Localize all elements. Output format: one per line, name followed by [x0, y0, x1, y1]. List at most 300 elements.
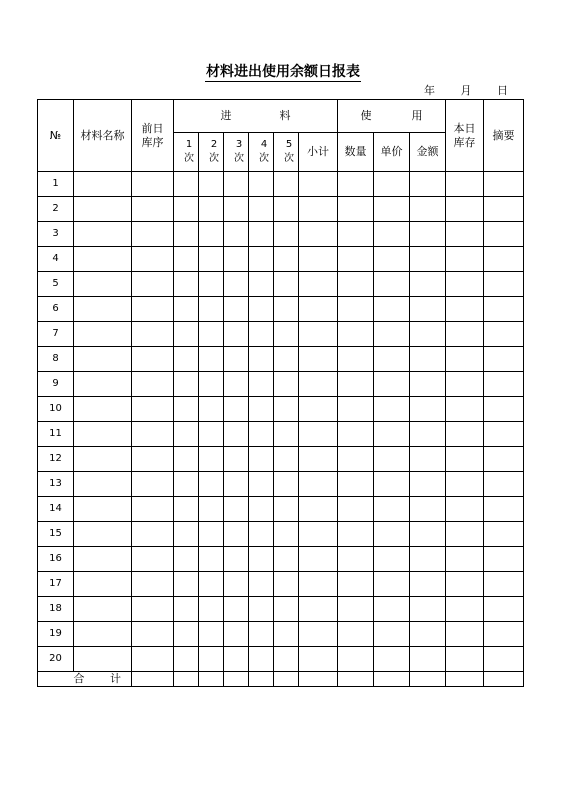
table-cell[interactable] [174, 497, 199, 522]
table-cell[interactable] [299, 647, 338, 672]
table-cell[interactable] [199, 172, 224, 197]
table-cell[interactable] [224, 597, 249, 622]
table-cell[interactable] [249, 447, 274, 472]
table-cell[interactable] [410, 372, 446, 397]
table-cell[interactable] [410, 397, 446, 422]
table-cell[interactable] [224, 372, 249, 397]
table-cell[interactable] [299, 322, 338, 347]
table-cell[interactable] [174, 572, 199, 597]
table-cell[interactable] [374, 197, 410, 222]
day-label: 日 [497, 84, 508, 97]
table-cell[interactable] [74, 247, 132, 272]
table-cell[interactable] [249, 322, 274, 347]
header-today-stock [446, 100, 484, 172]
table-cell[interactable] [174, 347, 199, 372]
header-no: № [38, 100, 74, 172]
table-cell[interactable] [446, 397, 484, 422]
table-cell[interactable] [410, 447, 446, 472]
table-cell[interactable] [446, 522, 484, 547]
table-cell[interactable] [410, 347, 446, 372]
table-cell[interactable] [338, 472, 374, 497]
table-cell[interactable] [199, 272, 224, 297]
table-cell[interactable] [224, 197, 249, 222]
table-cell[interactable] [132, 172, 174, 197]
table-cell[interactable] [338, 572, 374, 597]
row-number: 8 [38, 347, 74, 372]
table-cell[interactable] [338, 547, 374, 572]
table-cell[interactable] [338, 447, 374, 472]
table-cell[interactable] [484, 497, 524, 522]
table-cell[interactable] [74, 497, 132, 522]
table-cell[interactable] [446, 247, 484, 272]
table-cell[interactable] [299, 272, 338, 297]
table-cell[interactable] [249, 222, 274, 247]
total-cell[interactable] [299, 672, 338, 687]
table-cell[interactable] [174, 197, 199, 222]
table-cell[interactable] [299, 522, 338, 547]
table-cell[interactable] [74, 297, 132, 322]
table-cell[interactable] [299, 422, 338, 447]
table-cell[interactable] [132, 197, 174, 222]
time-2-number: 2 [210, 139, 218, 150]
table-cell[interactable] [199, 247, 224, 272]
table-cell[interactable] [74, 222, 132, 247]
table-cell[interactable] [410, 647, 446, 672]
table-cell[interactable] [132, 472, 174, 497]
table-cell[interactable] [274, 247, 299, 272]
table-cell[interactable] [274, 222, 299, 247]
table-cell[interactable] [174, 247, 199, 272]
table-cell[interactable] [374, 472, 410, 497]
table-cell[interactable] [484, 297, 524, 322]
table-cell[interactable] [174, 172, 199, 197]
table-cell[interactable] [446, 497, 484, 522]
table-cell[interactable] [299, 297, 338, 322]
table-cell[interactable] [338, 297, 374, 322]
total-cell[interactable] [374, 672, 410, 687]
table-cell[interactable] [174, 622, 199, 647]
total-cell[interactable] [338, 672, 374, 687]
table-cell[interactable] [274, 622, 299, 647]
table-cell[interactable] [132, 597, 174, 622]
table-cell[interactable] [338, 647, 374, 672]
table-cell[interactable] [484, 522, 524, 547]
table-cell[interactable] [174, 647, 199, 672]
table-cell[interactable] [410, 572, 446, 597]
table-cell[interactable] [374, 347, 410, 372]
total-cell[interactable] [224, 672, 249, 687]
table-cell[interactable] [249, 397, 274, 422]
table-cell[interactable] [199, 297, 224, 322]
row-number: 10 [38, 397, 74, 422]
table-cell[interactable] [74, 347, 132, 372]
table-cell[interactable] [174, 597, 199, 622]
table-cell[interactable] [410, 547, 446, 572]
time-2-unit: 次 [209, 153, 219, 164]
table-cell[interactable] [338, 272, 374, 297]
table-cell[interactable] [199, 622, 224, 647]
table-cell[interactable] [338, 197, 374, 222]
table-cell[interactable] [374, 222, 410, 247]
table-cell[interactable] [74, 372, 132, 397]
table-cell[interactable] [446, 172, 484, 197]
table-cell[interactable] [224, 622, 249, 647]
table-cell[interactable] [338, 422, 374, 447]
table-cell[interactable] [299, 397, 338, 422]
table-row [38, 472, 524, 497]
table-cell[interactable] [132, 297, 174, 322]
table-cell[interactable] [199, 647, 224, 672]
table-cell[interactable] [484, 472, 524, 497]
table-cell[interactable] [74, 397, 132, 422]
table-cell[interactable] [446, 297, 484, 322]
table-cell[interactable] [446, 647, 484, 672]
table-cell[interactable] [446, 422, 484, 447]
table-cell[interactable] [374, 372, 410, 397]
table-cell[interactable] [338, 372, 374, 397]
table-cell[interactable] [249, 522, 274, 547]
table-cell[interactable] [338, 247, 374, 272]
table-cell[interactable] [299, 197, 338, 222]
table-cell[interactable] [274, 497, 299, 522]
table-cell[interactable] [410, 197, 446, 222]
table-cell[interactable] [174, 222, 199, 247]
table-cell[interactable] [199, 447, 224, 472]
table-cell[interactable] [338, 172, 374, 197]
header-qty: 数量 [338, 133, 374, 172]
table-cell[interactable] [446, 572, 484, 597]
table-cell[interactable] [249, 647, 274, 672]
table-cell[interactable] [74, 572, 132, 597]
table-cell[interactable] [249, 472, 274, 497]
table-cell[interactable] [274, 447, 299, 472]
table-cell[interactable] [374, 597, 410, 622]
table-cell[interactable] [484, 247, 524, 272]
table-cell[interactable] [299, 347, 338, 372]
table-cell[interactable] [410, 172, 446, 197]
table-cell[interactable] [132, 347, 174, 372]
table-cell[interactable] [74, 322, 132, 347]
table-cell[interactable] [446, 272, 484, 297]
table-cell[interactable] [410, 322, 446, 347]
table-cell[interactable] [132, 397, 174, 422]
table-cell[interactable] [132, 622, 174, 647]
table-cell[interactable] [299, 622, 338, 647]
table-cell[interactable] [274, 472, 299, 497]
table-cell[interactable] [249, 297, 274, 322]
table-cell[interactable] [199, 497, 224, 522]
table-cell[interactable] [224, 647, 249, 672]
table-cell[interactable] [249, 497, 274, 522]
table-cell[interactable] [199, 472, 224, 497]
table-cell[interactable] [410, 247, 446, 272]
table-cell[interactable] [410, 622, 446, 647]
table-cell[interactable] [446, 622, 484, 647]
table-cell[interactable] [484, 397, 524, 422]
table-cell[interactable] [249, 172, 274, 197]
table-cell[interactable] [446, 547, 484, 572]
table-cell[interactable] [484, 647, 524, 672]
table-cell[interactable] [174, 447, 199, 472]
header-time-1 [174, 133, 199, 172]
table-cell[interactable] [224, 172, 249, 197]
time-3-number: 3 [235, 139, 243, 150]
table-cell[interactable] [484, 172, 524, 197]
table-cell[interactable] [374, 622, 410, 647]
total-cell[interactable] [484, 672, 524, 687]
table-cell[interactable] [174, 522, 199, 547]
table-cell[interactable] [249, 547, 274, 572]
row-number: 13 [38, 472, 74, 497]
table-cell[interactable] [274, 172, 299, 197]
table-cell[interactable] [338, 522, 374, 547]
table-cell[interactable] [132, 647, 174, 672]
table-cell[interactable] [224, 447, 249, 472]
table-cell[interactable] [374, 447, 410, 472]
time-1-number: 1 [185, 139, 193, 150]
table-cell[interactable] [74, 522, 132, 547]
table-cell[interactable] [410, 297, 446, 322]
table-cell[interactable] [199, 322, 224, 347]
header-usage-b: 用 [411, 109, 423, 122]
table-cell[interactable] [224, 347, 249, 372]
table-cell[interactable] [374, 272, 410, 297]
table-cell[interactable] [74, 472, 132, 497]
table-cell[interactable] [199, 572, 224, 597]
table-body [38, 172, 524, 672]
table-cell[interactable] [132, 222, 174, 247]
table-cell[interactable] [338, 497, 374, 522]
table-cell[interactable] [338, 222, 374, 247]
table-cell[interactable] [74, 547, 132, 572]
table-cell[interactable] [274, 522, 299, 547]
table-cell[interactable] [74, 197, 132, 222]
table-cell[interactable] [484, 347, 524, 372]
table-cell[interactable] [199, 222, 224, 247]
table-cell[interactable] [199, 597, 224, 622]
table-cell[interactable] [174, 372, 199, 397]
table-cell[interactable] [484, 447, 524, 472]
table-cell[interactable] [249, 372, 274, 397]
row-number: 4 [38, 247, 74, 272]
table-cell[interactable] [174, 397, 199, 422]
table-cell[interactable] [299, 597, 338, 622]
table-cell[interactable] [299, 497, 338, 522]
total-cell[interactable] [199, 672, 224, 687]
table-cell[interactable] [224, 422, 249, 447]
table-cell[interactable] [224, 272, 249, 297]
table-cell[interactable] [299, 547, 338, 572]
table-cell[interactable] [274, 347, 299, 372]
total-cell[interactable] [274, 672, 299, 687]
table-cell[interactable] [132, 372, 174, 397]
total-cell[interactable] [446, 672, 484, 687]
header-unit-price: 单价 [374, 133, 410, 172]
table-cell[interactable] [410, 522, 446, 547]
table-cell[interactable] [199, 547, 224, 572]
table-cell[interactable] [132, 272, 174, 297]
total-cell[interactable] [410, 672, 446, 687]
table-cell[interactable] [374, 172, 410, 197]
table-cell[interactable] [410, 422, 446, 447]
table-cell[interactable] [74, 172, 132, 197]
table-cell[interactable] [338, 347, 374, 372]
table-cell[interactable] [249, 347, 274, 372]
table-cell[interactable] [410, 497, 446, 522]
table-cell[interactable] [446, 222, 484, 247]
table-cell[interactable] [174, 322, 199, 347]
table-cell[interactable] [374, 647, 410, 672]
table-cell[interactable] [174, 422, 199, 447]
table-cell[interactable] [132, 522, 174, 547]
table-cell[interactable] [224, 497, 249, 522]
table-cell[interactable] [374, 522, 410, 547]
table-cell[interactable] [410, 472, 446, 497]
table-cell[interactable] [274, 647, 299, 672]
table-cell[interactable] [299, 472, 338, 497]
table-cell[interactable] [224, 222, 249, 247]
table-cell[interactable] [484, 597, 524, 622]
table-cell[interactable] [174, 272, 199, 297]
table-cell[interactable] [249, 197, 274, 222]
table-cell[interactable] [74, 647, 132, 672]
table-cell[interactable] [249, 272, 274, 297]
table-cell[interactable] [484, 197, 524, 222]
table-cell[interactable] [338, 397, 374, 422]
table-cell[interactable] [174, 297, 199, 322]
table-cell[interactable] [374, 572, 410, 597]
table-cell[interactable] [374, 297, 410, 322]
total-cell[interactable] [132, 672, 174, 687]
total-cell[interactable] [249, 672, 274, 687]
date-line [424, 84, 508, 98]
table-cell[interactable] [224, 397, 249, 422]
table-cell[interactable] [338, 322, 374, 347]
table-cell[interactable] [274, 397, 299, 422]
table-cell[interactable] [374, 322, 410, 347]
table-cell[interactable] [484, 572, 524, 597]
table-cell[interactable] [132, 547, 174, 572]
table-cell[interactable] [374, 247, 410, 272]
table-cell[interactable] [132, 247, 174, 272]
table-cell[interactable] [132, 572, 174, 597]
month-label: 月 [460, 84, 472, 97]
table-cell[interactable] [446, 472, 484, 497]
year-label: 年 [424, 84, 435, 97]
table-cell[interactable] [484, 222, 524, 247]
table-cell[interactable] [484, 322, 524, 347]
table-cell[interactable] [224, 522, 249, 547]
table-cell[interactable] [224, 247, 249, 272]
time-3-unit: 次 [234, 153, 244, 164]
table-cell[interactable] [249, 247, 274, 272]
table-cell[interactable] [410, 272, 446, 297]
table-cell[interactable] [174, 472, 199, 497]
table-cell[interactable] [132, 497, 174, 522]
table-cell[interactable] [338, 622, 374, 647]
table-cell[interactable] [224, 572, 249, 597]
table-cell[interactable] [199, 397, 224, 422]
table-cell[interactable] [299, 172, 338, 197]
table-cell[interactable] [374, 547, 410, 572]
total-cell[interactable] [174, 672, 199, 687]
table-cell[interactable] [374, 497, 410, 522]
table-cell[interactable] [74, 272, 132, 297]
table-cell[interactable] [249, 572, 274, 597]
table-cell[interactable] [199, 197, 224, 222]
table-cell[interactable] [132, 322, 174, 347]
table-cell[interactable] [410, 597, 446, 622]
row-number: 19 [38, 622, 74, 647]
table-cell[interactable] [224, 322, 249, 347]
table-cell[interactable] [224, 472, 249, 497]
table-cell[interactable] [199, 372, 224, 397]
table-cell[interactable] [274, 572, 299, 597]
table-cell[interactable] [224, 297, 249, 322]
row-number: 18 [38, 597, 74, 622]
table-cell[interactable] [484, 372, 524, 397]
table-cell[interactable] [74, 422, 132, 447]
table-cell[interactable] [249, 597, 274, 622]
table-cell[interactable] [249, 622, 274, 647]
table-cell[interactable] [484, 622, 524, 647]
table-cell[interactable] [274, 597, 299, 622]
table-cell[interactable] [299, 572, 338, 597]
table-cell[interactable] [199, 522, 224, 547]
table-cell[interactable] [199, 347, 224, 372]
table-cell[interactable] [274, 547, 299, 572]
table-cell[interactable] [299, 372, 338, 397]
table-cell[interactable] [446, 447, 484, 472]
table-cell[interactable] [446, 197, 484, 222]
table-cell[interactable] [249, 422, 274, 447]
table-cell[interactable] [410, 222, 446, 247]
table-cell[interactable] [299, 447, 338, 472]
table-cell[interactable] [374, 422, 410, 447]
table-cell[interactable] [446, 372, 484, 397]
table-cell[interactable] [274, 297, 299, 322]
table-cell[interactable] [274, 322, 299, 347]
table-cell[interactable] [484, 272, 524, 297]
table-cell[interactable] [132, 422, 174, 447]
table-cell[interactable] [299, 247, 338, 272]
table-cell[interactable] [484, 547, 524, 572]
table-row [38, 372, 524, 397]
table-cell[interactable] [374, 397, 410, 422]
table-row [38, 572, 524, 597]
table-cell[interactable] [174, 547, 199, 572]
header-incoming [174, 100, 338, 133]
report-table [37, 99, 524, 687]
table-cell[interactable] [446, 322, 484, 347]
table-cell[interactable] [132, 447, 174, 472]
table-cell[interactable] [274, 197, 299, 222]
table-cell[interactable] [484, 422, 524, 447]
table-cell[interactable] [74, 597, 132, 622]
table-cell[interactable] [446, 597, 484, 622]
header-time-3 [224, 133, 249, 172]
table-cell[interactable] [299, 222, 338, 247]
table-cell[interactable] [274, 272, 299, 297]
table-cell[interactable] [338, 597, 374, 622]
table-cell[interactable] [274, 422, 299, 447]
table-cell[interactable] [224, 547, 249, 572]
table-cell[interactable] [446, 347, 484, 372]
table-cell[interactable] [74, 622, 132, 647]
table-cell[interactable] [274, 372, 299, 397]
table-cell[interactable] [74, 447, 132, 472]
table-cell[interactable] [199, 422, 224, 447]
